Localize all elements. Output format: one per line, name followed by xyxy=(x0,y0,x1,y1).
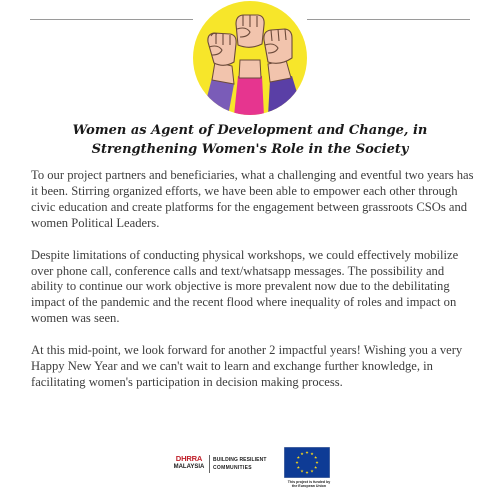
title-line-1: Women as Agent of Development and Change, in xyxy=(72,123,428,138)
eu-note-line-2: the European Union xyxy=(291,484,327,489)
raised-fists-emblem xyxy=(192,0,308,116)
eu-flag-icon xyxy=(284,447,330,478)
header-rule-left xyxy=(30,19,193,20)
title-line-2: Strengthening Women's Role in the Society xyxy=(91,142,409,157)
dhrra-name: DHRRA xyxy=(175,454,203,463)
right-fist-icon xyxy=(264,29,292,63)
eu-note-line-1: This project is funded by xyxy=(287,480,331,484)
middle-arm xyxy=(234,76,264,116)
paragraph-2: Despite limitations of conducting physical workshops, we could effectively mobilize over phone call, conference calls and text/whatsapp messages. The possibility and ability to continue our work objective is more prevalent now due to the debilitating impact of the pandemic and the recent flood where inequality of roles and impact on women was seen. xyxy=(31,247,459,326)
sponsor-logos xyxy=(172,447,362,493)
paragraph-3: At this mid-point, we look forward for another 2 impactful years! Wishing you a very Happy New Year and we can't wait to learn and exchange further knowledge, in facilitating women's participation in decision making process. xyxy=(31,343,463,389)
page-title xyxy=(20,121,480,159)
brc-line-1: BUILDING RESILIENT xyxy=(213,457,267,463)
logo-divider xyxy=(209,455,210,473)
middle-wrist xyxy=(239,60,261,78)
dhrra-logo xyxy=(172,453,268,479)
eu-funding-note xyxy=(280,480,338,489)
header-rule-right xyxy=(307,19,470,20)
brc-line-2: COMMUNITIES xyxy=(213,465,252,471)
message-body xyxy=(31,168,477,407)
middle-fist-icon xyxy=(236,15,264,47)
paragraph-1: To our project partners and beneficiaries, what a challenging and eventful two years has it been. Stirring organized efforts, we have been able to empower each other through civic education and create platforms for the engagement between grassroots CSOs and women Political Leaders. xyxy=(31,168,474,230)
dhrra-country: MALAYSIA xyxy=(173,464,205,470)
